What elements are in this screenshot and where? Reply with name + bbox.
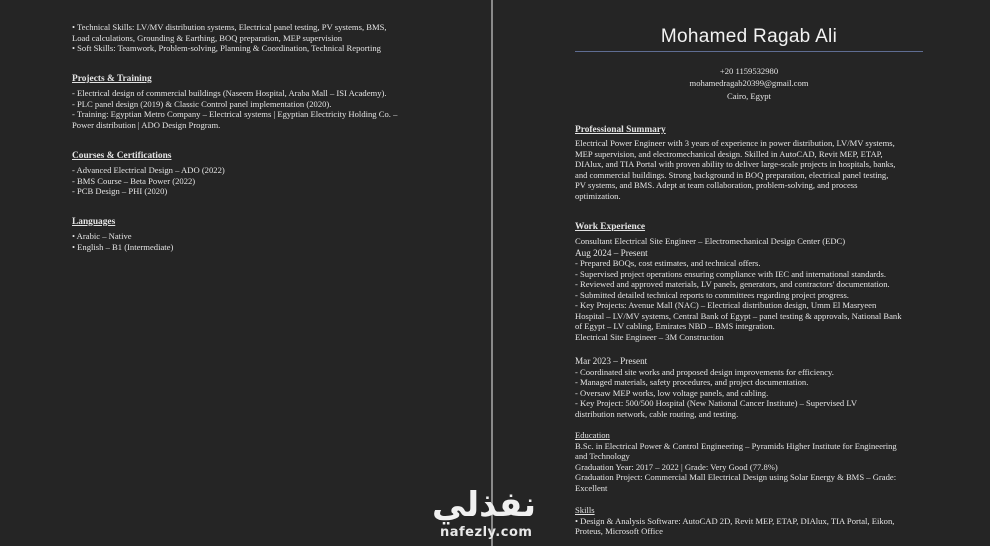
nafezly-watermark [432, 485, 558, 546]
skills-line: • Soft Skills: Teamwork, Problem-solving, Planning & Coordination, Technical Reporting [72, 43, 381, 53]
courses-heading: Courses & Certifications [72, 151, 172, 161]
language-line: • English – B1 (Intermediate) [72, 242, 174, 252]
education-line: Excellent [575, 483, 608, 493]
skills-line: Load calculations, Grounding & Earthing, BOQ preparation, MEP supervision [72, 33, 343, 43]
summary-line: Electrical Power Engineer with 3 years of experience in power distribution, LV/MV systems, [575, 138, 895, 148]
job-line: of Egypt – LV cabling, Emirates NBD – BMS integration. [575, 321, 775, 331]
skills-line: Proteus, Microsoft Office [575, 526, 663, 536]
education-heading: Education [575, 430, 610, 440]
contact-location: Cairo, Egypt [727, 91, 771, 101]
summary-line: optimization. [575, 191, 621, 201]
job-dates: Mar 2023 – Present [575, 356, 648, 366]
skills-line: • Design & Analysis Software: AutoCAD 2D, Revit MEP, ETAP, DIAlux, TIA Portal, Eikon, [575, 516, 895, 526]
course-line: - PCB Design – PHI (2020) [72, 186, 168, 196]
job-line: - Reviewed and approved materials, LV panels, generators, and contractors' documentation. [575, 279, 890, 289]
watermark-latin: nafezly.com [440, 525, 533, 540]
job-line: - Oversaw MEP works, low voltage panels, and cabling. [575, 388, 769, 398]
summary-line: DIAlux, and TIA Portal with proven ability to deliver large-scale projects in hospitals, banks, [575, 159, 896, 169]
job-line: - Prepared BOQs, cost estimates, and technical offers. [575, 258, 761, 268]
name-rule [575, 51, 923, 52]
contact-phone: +20 1159532980 [719, 66, 779, 76]
summary-heading: Professional Summary [575, 125, 666, 135]
job-line: distribution network, cable routing, and testing. [575, 409, 739, 419]
job-line: - Supervised project operations ensuring compliance with IEC and international standards. [575, 269, 886, 279]
course-line: - BMS Course – Beta Power (2022) [72, 176, 196, 186]
summary-line: and commercial buildings. Strong background in BOQ preparation, electrical panel testing, [575, 170, 889, 180]
education-line: Graduation Year: 2017 – 2022 | Grade: Very Good (77.8%) [575, 462, 778, 472]
job-line: - Managed materials, safety procedures, and project documentation. [575, 377, 809, 387]
language-line: • Arabic – Native [72, 231, 132, 241]
left-page [0, 0, 490, 546]
languages-heading: Languages [72, 217, 116, 227]
project-line: Power distribution | ADO Design Program. [72, 120, 221, 130]
education-line: Graduation Project: Commercial Mall Electrical Design using Solar Energy & BMS – Grade: [575, 472, 897, 482]
resume-name: Mohamed Ragab Ali [660, 26, 838, 47]
job-line: Hospital – LV/MV systems, Central Bank of Egypt – panel testing & approvals, National Bank [575, 311, 902, 321]
job-dates: Aug 2024 – Present [575, 248, 648, 258]
project-line: - Electrical design of commercial buildings (Naseem Hospital, Araba Mall – ISI Academy). [72, 88, 387, 98]
job-title: Electrical Site Engineer – 3M Construction [575, 332, 724, 342]
skills-heading: Skills [575, 505, 595, 515]
skills-line: • Technical Skills: LV/MV distribution systems, Electrical panel testing, PV systems, BMS, [72, 22, 387, 32]
watermark-arabic: نفذلي [432, 485, 537, 525]
job-line: - Coordinated site works and proposed design improvements for efficiency. [575, 367, 834, 377]
project-line: - PLC panel design (2019) & Classic Control panel implementation (2020). [72, 99, 332, 109]
summary-line: MEP supervision, and electromechanical design. Skilled in AutoCAD, Revit MEP, ETAP, [575, 149, 883, 159]
job-line: - Key Projects: Avenue Mall (NAC) – Electrical distribution design, Umm El Masryeen [575, 300, 877, 310]
education-line: and Technology [575, 451, 630, 461]
education-line: B.Sc. in Electrical Power & Control Engineering – Pyramids Higher Institute for Engineering [575, 441, 897, 451]
work-heading: Work Experience [575, 222, 646, 232]
job-line: - Submitted detailed technical reports to committees regarding project progress. [575, 290, 849, 300]
course-line: - Advanced Electrical Design – ADO (2022) [72, 165, 225, 175]
page-divider [491, 0, 493, 546]
job-title: Consultant Electrical Site Engineer – Electromechanical Design Center (EDC) [575, 236, 846, 246]
summary-line: PV systems, and BMS. Adept at team collaboration, problem-solving, and process [575, 180, 858, 190]
projects-heading: Projects & Training [72, 74, 152, 84]
job-line: - Key Project: 500/500 Hospital (New National Cancer Institute) – Supervised LV [575, 398, 858, 408]
contact-email: mohamedragab20399@gmail.com [689, 78, 809, 88]
project-line: - Training: Egyptian Metro Company – Electrical systems | Egyptian Electricity Holding Co. – [72, 109, 398, 119]
